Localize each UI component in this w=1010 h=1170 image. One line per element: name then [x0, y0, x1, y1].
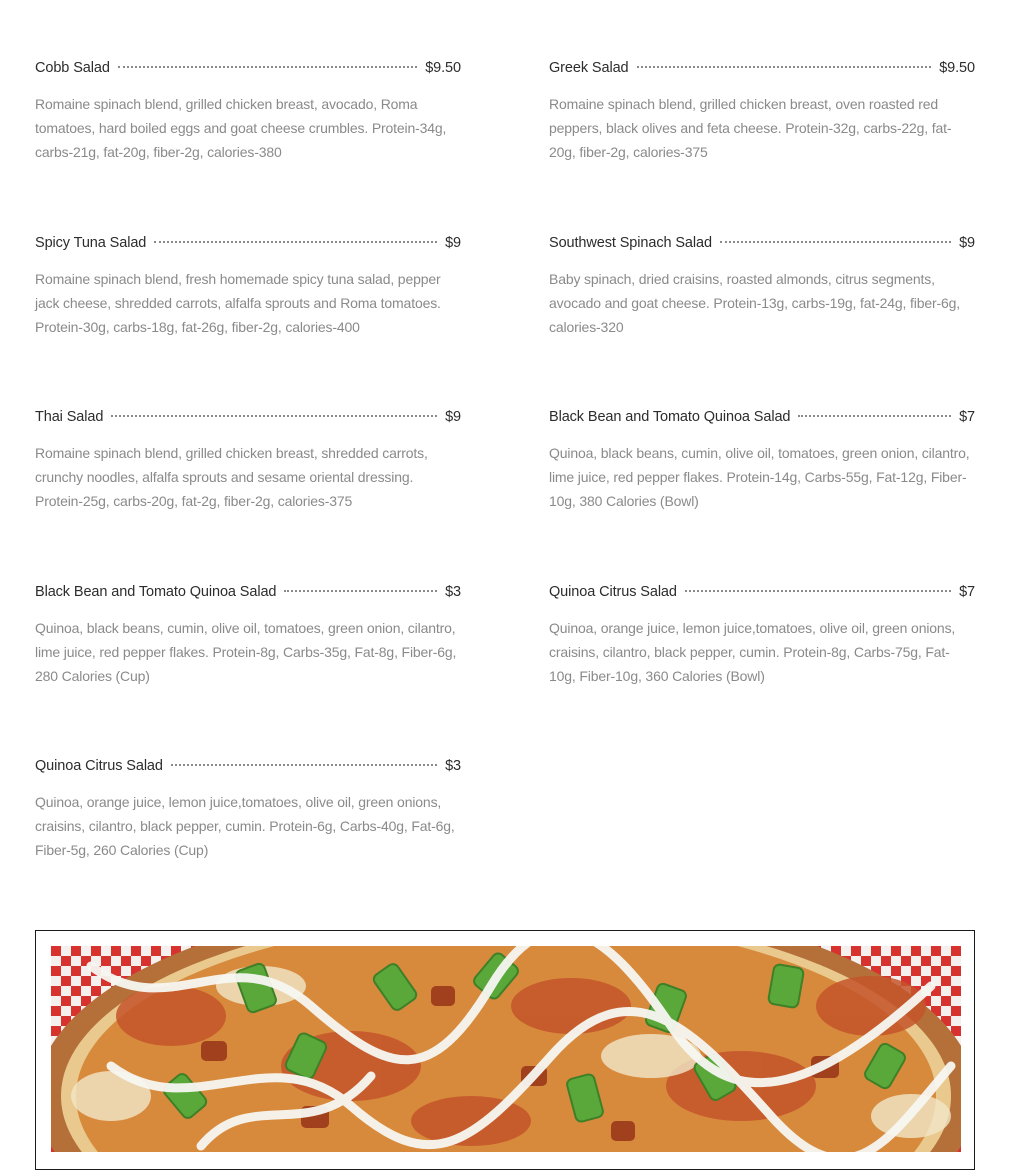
item-price: $9.50	[425, 60, 461, 76]
item-description: Romaine spinach blend, grilled chicken breast, avocado, Roma tomatoes, hard boiled eggs and goat cheese crumbles. Protein-34g, carbs-21g, fat-20g, fiber-2g, calories-380	[35, 96, 447, 160]
item-name: Spicy Tuna Salad	[35, 234, 147, 251]
item-name: Cobb Salad	[35, 60, 110, 76]
item-description: Romaine spinach blend, grilled chicken breast, oven roasted red peppers, black olives and feta cheese. Protein-32g, carbs-22g, fat-20g, fiber-2g, calories-375	[549, 96, 952, 160]
item-name: Greek Salad	[549, 60, 629, 76]
item-name: Southwest Spinach Salad	[549, 234, 712, 251]
dot-leader	[798, 415, 951, 417]
menu-item	[549, 580, 975, 755]
menu-item	[549, 405, 975, 580]
item-price: $9	[959, 234, 975, 251]
item-header	[549, 580, 975, 604]
item-name: Quinoa Citrus Salad	[35, 758, 163, 774]
salad-menu	[35, 56, 976, 929]
item-price: $3	[445, 758, 461, 774]
menu-item	[549, 231, 975, 406]
menu-item	[35, 231, 461, 406]
pizza-illustration	[51, 946, 961, 1152]
item-header	[549, 231, 975, 255]
dot-leader	[118, 66, 417, 68]
menu-item	[35, 580, 461, 755]
item-description: Romaine spinach blend, fresh homemade spicy tuna salad, pepper jack cheese, shredded carrots, alfalfa sprouts and Roma tomatoes. Protein-30g, carbs-18g, fat-26g, fiber-2g, calories-400	[35, 270, 441, 335]
item-header	[35, 56, 461, 80]
item-header	[35, 580, 461, 604]
item-header	[549, 56, 975, 80]
dot-leader	[154, 241, 437, 243]
item-description: Quinoa, black beans, cumin, olive oil, tomatoes, green onion, cilantro, lime juice, red pepper flakes. Protein-8g, Carbs-35g, Fat-8g, Fiber-6g, 280 Calories (Cup)	[35, 619, 457, 684]
dot-leader	[171, 764, 437, 766]
item-name: Black Bean and Tomato Quinoa Salad	[35, 583, 277, 600]
item-name: Thai Salad	[35, 409, 104, 425]
item-name: Black Bean and Tomato Quinoa Salad	[549, 409, 791, 425]
item-price: $9	[445, 409, 461, 425]
item-price: $7	[959, 583, 975, 600]
item-description: Romaine spinach blend, grilled chicken breast, shredded carrots, crunchy noodles, alfalfa sprouts and sesame oriental dressing. Protein-25g, carbs-20g, fat-2g, fiber-2g, calories-375	[35, 445, 428, 509]
menu-item	[35, 56, 461, 231]
dot-leader	[637, 66, 932, 68]
item-price: $9.50	[939, 60, 975, 76]
dot-leader	[111, 415, 437, 417]
item-description: Quinoa, orange juice, lemon juice,tomatoes, olive oil, green onions, craisins, cilantro, black pepper, cumin. Protein-8g, Carbs-75g, Fat-10g, Fiber-10g, 360 Calories (Bowl)	[549, 619, 956, 684]
item-name: Quinoa Citrus Salad	[549, 583, 677, 600]
buffalo-chicken-pizza-image	[51, 946, 961, 1152]
item-price: $9	[445, 234, 461, 251]
menu-item	[35, 405, 461, 580]
item-header	[35, 754, 461, 778]
item-description: Quinoa, black beans, cumin, olive oil, tomatoes, green onion, cilantro, lime juice, red pepper flakes. Protein-14g, Carbs-55g, Fat-12g, Fiber-10g, 380 Calories (Bowl)	[549, 445, 970, 509]
item-price: $7	[959, 409, 975, 425]
photo-frame	[35, 930, 975, 1170]
menu-item	[549, 56, 975, 231]
dot-leader	[720, 241, 951, 243]
dot-leader	[685, 590, 951, 592]
item-description: Quinoa, orange juice, lemon juice,tomatoes, olive oil, green onions, craisins, cilantro, black pepper, cumin. Protein-6g, Carbs-40g, Fat-6g, Fiber-5g, 260 Calories (Cup)	[35, 794, 455, 858]
dot-leader	[284, 590, 437, 592]
item-price: $3	[445, 583, 461, 600]
item-description: Baby spinach, dried craisins, roasted almonds, citrus segments, avocado and goat cheese. Protein-13g, carbs-19g, fat-24g, fiber-6g, calories-320	[549, 270, 960, 335]
item-header	[35, 231, 461, 255]
item-header	[35, 405, 461, 429]
menu-item	[35, 754, 461, 929]
item-header	[549, 405, 975, 429]
